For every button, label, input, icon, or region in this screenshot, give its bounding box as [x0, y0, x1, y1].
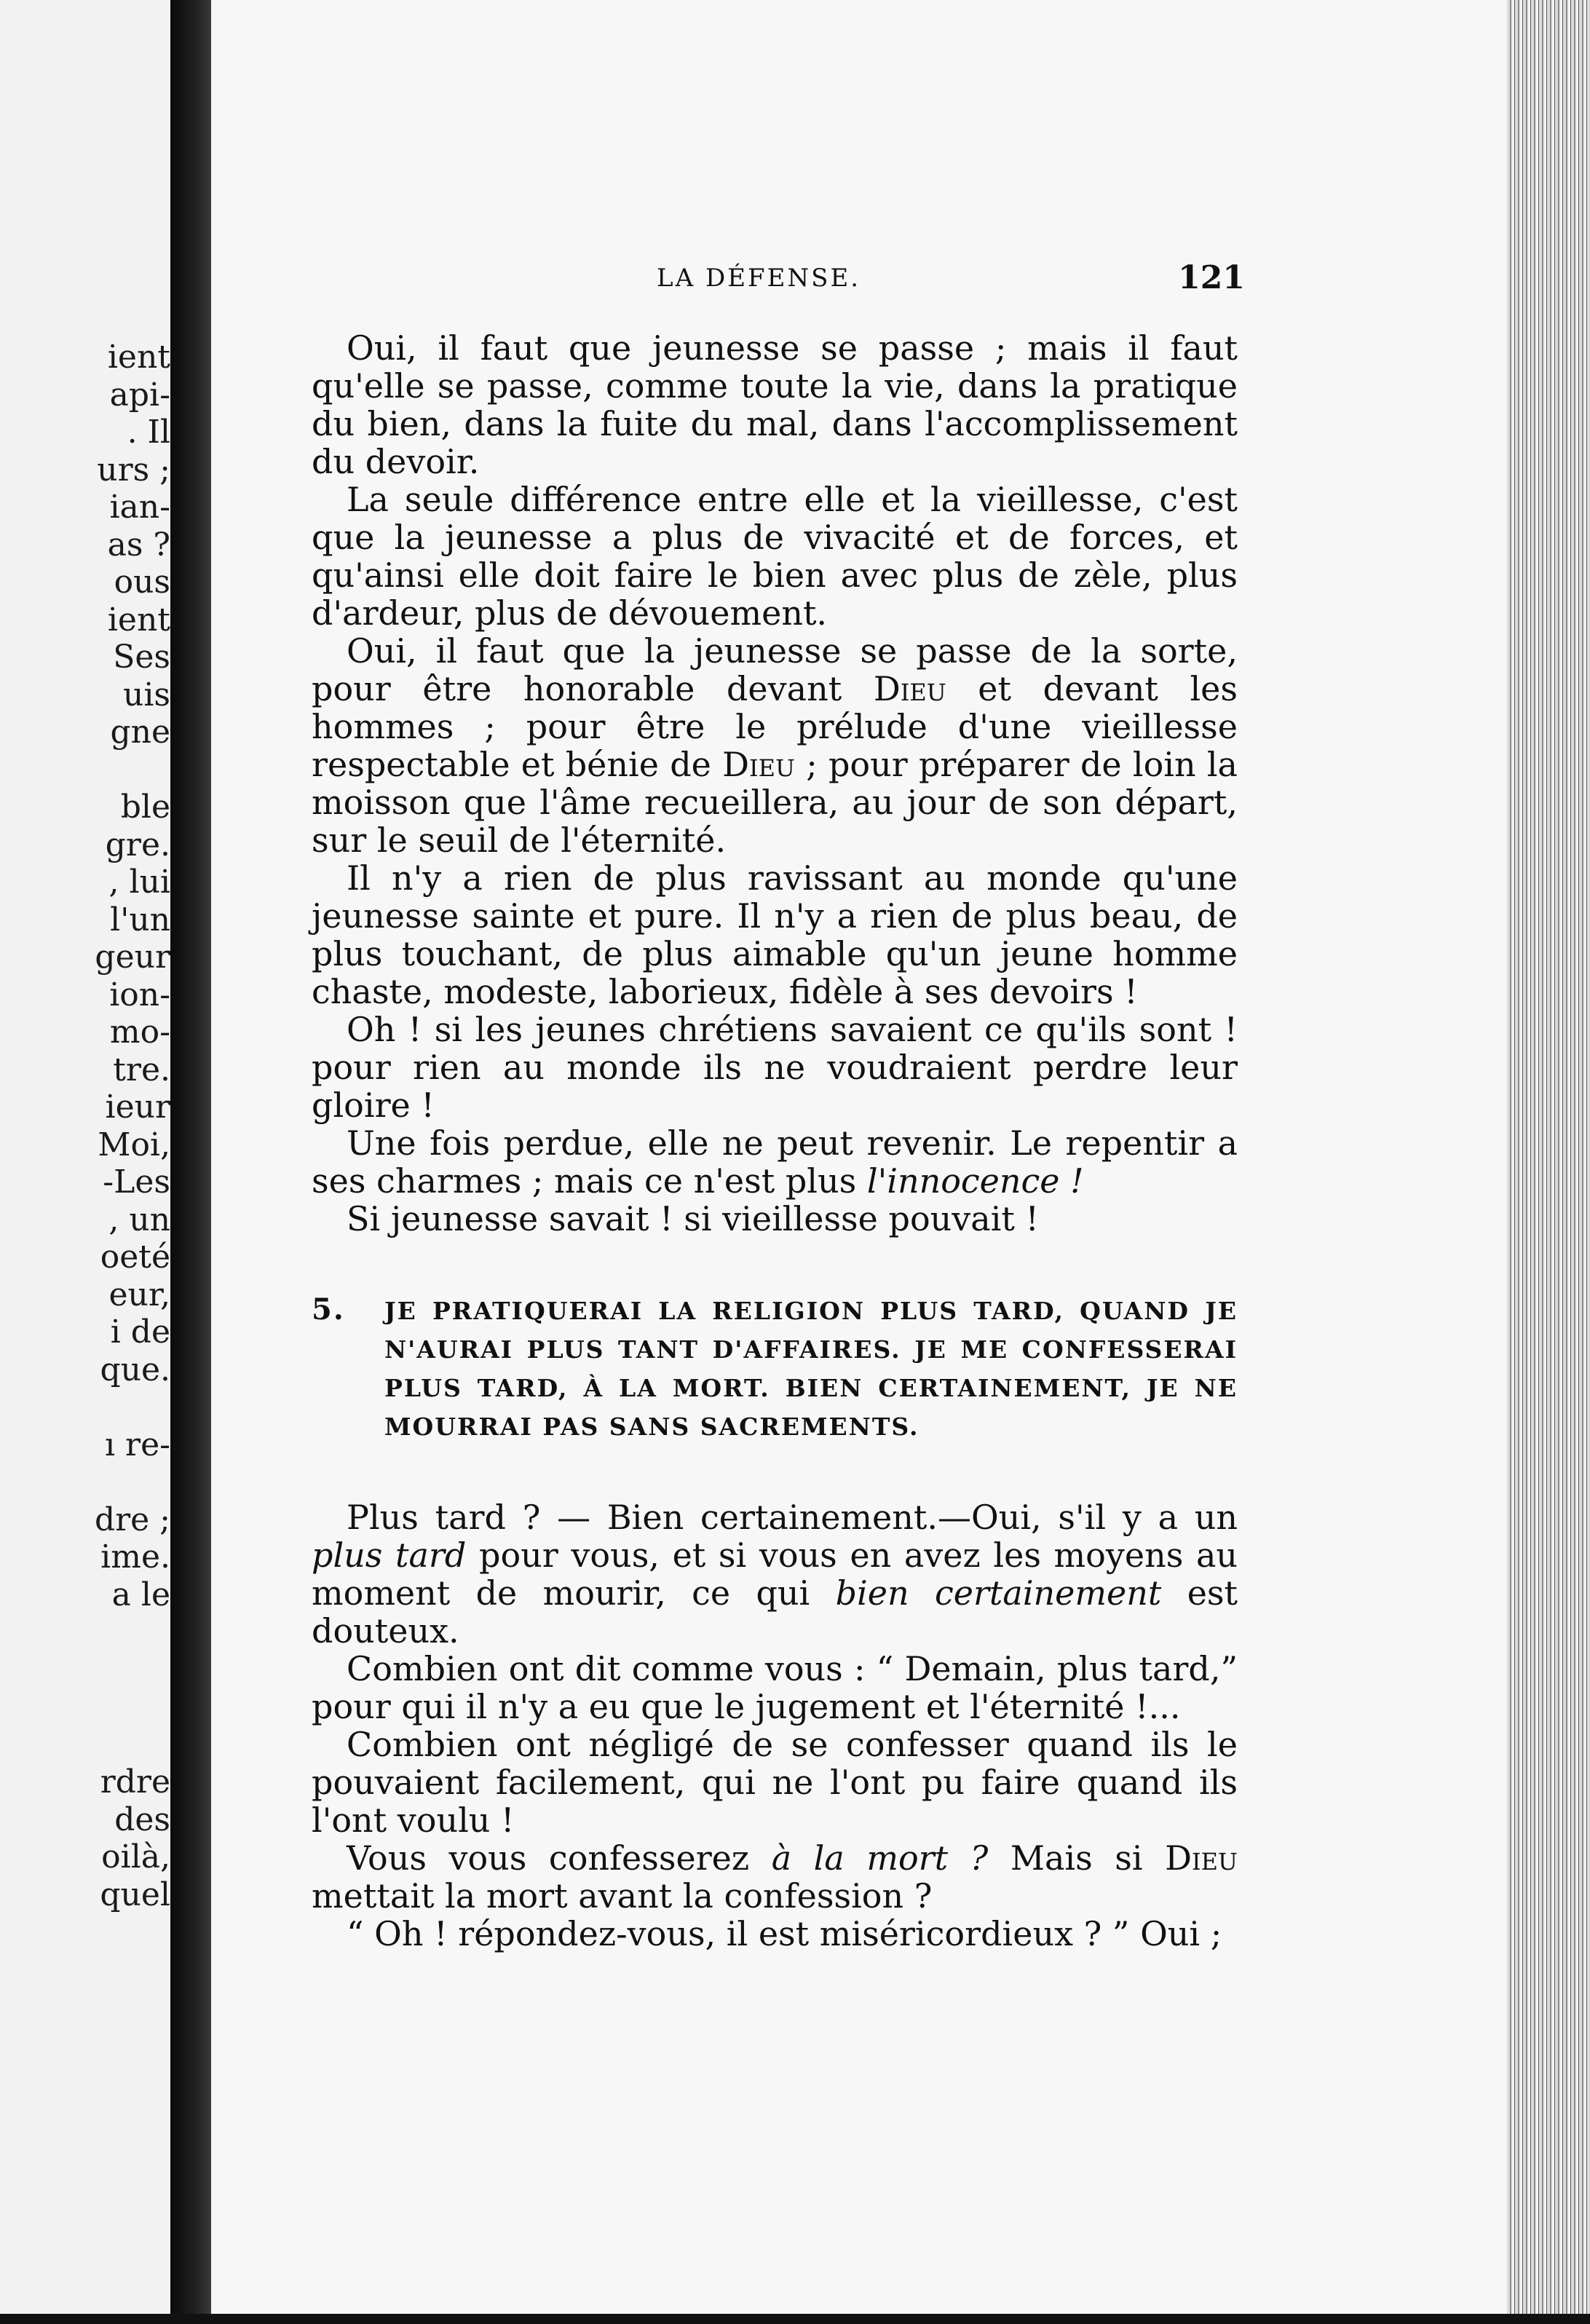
previous-page-fragment: as ?	[107, 526, 170, 564]
previous-page-fragment: gne	[110, 714, 170, 751]
paragraph-12: “ Oh ! répondez-vous, il est miséricordieux ? ” Oui ;	[347, 1914, 1222, 1953]
paragraph-4: Il n'y a rien de plus ravissant au monde qu'une jeunesse sainte et pure. Il n'y a rien de plus beau, de plus touchant, de plus aimable qu'un jeune homme chaste, modeste, laborieux, fidèle à ses devoirs !	[312, 858, 1238, 1011]
previous-page-fragment: quel	[100, 1876, 170, 1913]
paragraph-6: Une fois perdue, elle ne peut revenir. Le repentir a ses charmes ; mais ce n'est plus l'innocence !	[312, 1123, 1238, 1201]
previous-page-fragment: oilà,	[101, 1838, 170, 1876]
previous-page-fragment: oeté	[100, 1238, 170, 1276]
scan-bottom-edge	[0, 2314, 1590, 2324]
text-block	[312, 329, 1238, 1953]
paragraph-5: Oh ! si les jeunes chrétiens savaient ce qu'ils sont ! pour rien au monde ils ne voudraient perdre leur gloire !	[312, 1010, 1238, 1125]
page-edges	[1507, 0, 1590, 2324]
section-number: 5.	[312, 1292, 345, 1327]
previous-page-fragment: -Les	[103, 1163, 170, 1201]
previous-page-fragment: Ses	[113, 639, 170, 676]
book-gutter	[170, 0, 211, 2324]
previous-page-fragment: ı re-	[105, 1426, 170, 1463]
previous-page-fragment: rdre	[100, 1763, 170, 1801]
previous-page-fragment: urs ;	[97, 451, 170, 489]
paragraph-1: Oui, il faut que jeunesse se passe ; mais il faut qu'elle se passe, comme toute la vie, dans la pratique du bien, dans la fuite du mal, dans l'accomplissement du devoir.	[312, 328, 1238, 481]
previous-page-edge	[0, 0, 170, 2324]
page-number: 121	[1178, 259, 1245, 296]
previous-page-fragment: geur	[95, 938, 170, 976]
previous-page-fragment: . Il	[127, 414, 170, 451]
previous-page-fragment: i de	[110, 1313, 170, 1351]
previous-page-fragment: ieur	[105, 1088, 170, 1126]
previous-page-fragment: a le	[111, 1576, 170, 1613]
previous-page-fragment: , lui	[108, 863, 170, 901]
previous-page-fragment: l'un	[110, 901, 170, 938]
previous-page-fragment: dre ;	[94, 1501, 170, 1538]
previous-page-fragment: , un	[108, 1201, 170, 1238]
previous-page-fragment: ian-	[109, 489, 170, 526]
previous-page-fragment: ous	[114, 564, 170, 601]
previous-page-fragment: api-	[109, 376, 170, 414]
section-heading: 5. JE PRATIQUERAI LA RELIGION PLUS TARD, QUAND JE N'AURAI PLUS TANT D'AFFAIRES. JE ME CONFESSERAI PLUS TARD, À LA MORT. BIEN CERTAINEMENT, JE NE MOURRAI PAS SANS SACREMENTS.	[312, 1290, 1238, 1446]
running-head	[446, 259, 1245, 303]
paragraph-11: Vous vous confesserez à la mort ? Mais si Dieu mettait la mort avant la confession ?	[312, 1838, 1238, 1916]
previous-page-fragment: que.	[100, 1351, 170, 1388]
previous-page-fragment: ient	[107, 601, 170, 639]
previous-page-fragment: des	[114, 1801, 170, 1838]
previous-page-fragment: ime.	[100, 1538, 170, 1576]
paragraph-2: La seule différence entre elle et la vieillesse, c'est que la jeunesse a plus de vivacité et de forces, et qu'ainsi elle doit faire le bien avec plus de zèle, plus d'ardeur, plus de dévouement.	[312, 480, 1238, 633]
previous-page-fragment: Moi,	[98, 1126, 170, 1163]
previous-page-fragment: gre.	[105, 826, 170, 863]
paragraph-3: Oui, il faut que la jeunesse se passe de la sorte, pour être honorable devant Dieu et devant les hommes ; pour être le prélude d'une vieillesse respectable et bénie de Dieu ; pour préparer de loin la moisson que l'âme recueillera, au jour de son départ, sur le seuil de l'éternité.	[312, 631, 1238, 860]
paragraph-8: Plus tard ? — Bien certainement.—Oui, s'il y a un plus tard pour vous, et si vous en avez les moyens au moment de mourir, ce qui bien certainement est douteux.	[312, 1498, 1238, 1651]
paragraph-10: Combien ont négligé de se confesser quand ils le pouvaient facilement, qui ne l'ont pu faire quand ils l'ont voulu !	[312, 1725, 1238, 1840]
previous-page-fragment: mo-	[109, 1013, 170, 1051]
previous-page-fragment: tre.	[113, 1051, 170, 1088]
previous-page-fragment: ble	[120, 788, 170, 826]
previous-page-fragment: eur,	[108, 1276, 170, 1313]
running-title: LA DÉFENSE.	[657, 264, 861, 293]
paragraph-7: Si jeunesse savait ! si vieillesse pouvait !	[347, 1199, 1039, 1238]
previous-page-fragment: ient	[107, 339, 170, 376]
previous-page-fragment: uis	[123, 676, 170, 714]
previous-page-fragment: ion-	[109, 976, 170, 1013]
paragraph-9: Combien ont dit comme vous : “ Demain, plus tard,” pour qui il n'y a eu que le jugement et l'éternité !...	[312, 1649, 1238, 1726]
